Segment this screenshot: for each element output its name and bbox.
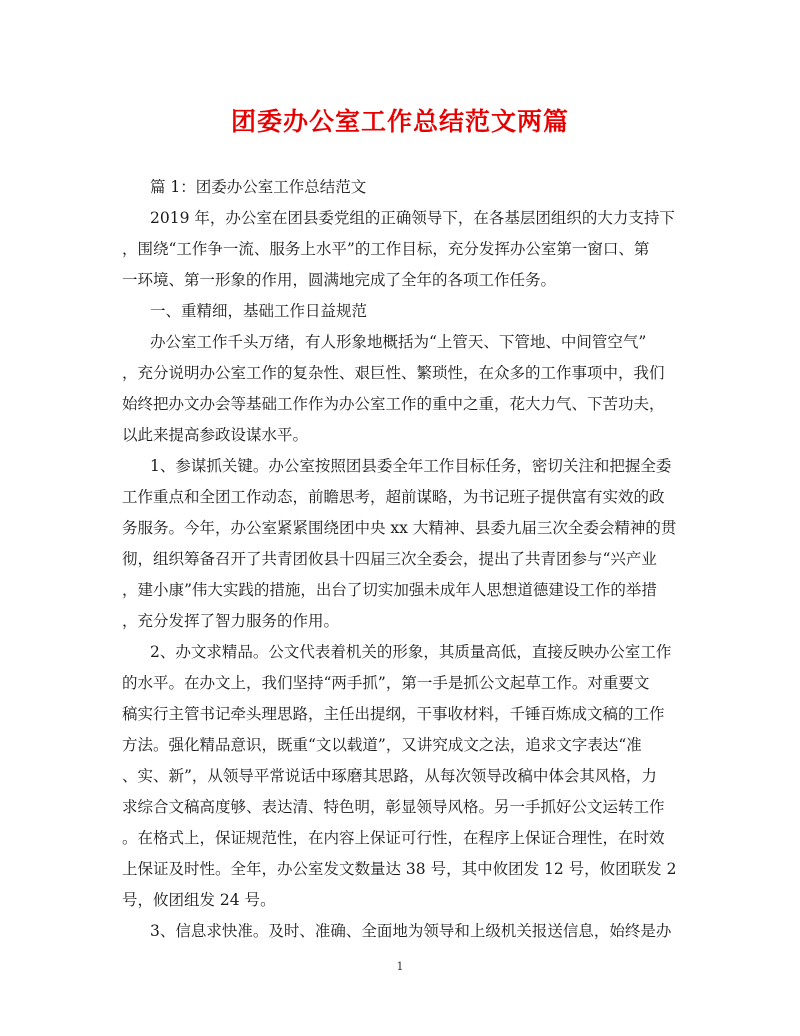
paragraph-line: 稿实行主管书记牵头理思路，主任出提纲，干事收材料，千锤百炼成文稿的工作 bbox=[122, 705, 665, 723]
paragraph-line: 2、办文求精品。公文代表着机关的形象，其质量高低，直接反映办公室工作 bbox=[150, 643, 672, 661]
paragraph-line: 3、信息求快准。及时、准确、全面地为领导和上级机关报送信息，始终是办 bbox=[150, 922, 672, 940]
paragraph-line: ，围绕“工作争一流、服务上水平”的工作目标，充分发挥办公室第一窗口、第 bbox=[122, 240, 650, 258]
paragraph-line: 、实、新”，从领导平常说话中琢磨其思路，从每次领导改稿中体会其风格，力 bbox=[122, 767, 657, 785]
paragraph-line: ，充分说明办公室工作的复杂性、艰巨性、繁琐性，在众多的工作事项中，我们 bbox=[122, 364, 665, 382]
paragraph-line: 。在格式上，保证规范性，在内容上保证可行性，在程序上保证合理性，在时效 bbox=[122, 829, 665, 847]
paragraph-line: 上保证及时性。全年，办公室发文数量达 38 号，其中攸团发 12 号，攸团联发 2 bbox=[122, 860, 677, 878]
subsection-heading: 一、重精细，基础工作日益规范 bbox=[150, 302, 368, 320]
paragraph-line: 工作重点和全团工作动态，前瞻思考，超前谋略，为书记班子提供富有实效的政 bbox=[122, 488, 665, 506]
paragraph-line: 一环境、第一形象的作用，圆满地完成了全年的各项工作任务。 bbox=[122, 271, 557, 289]
paragraph-line: 号，攸团组发 24 号。 bbox=[122, 891, 276, 909]
paragraph-line: 始终把办文办会等基础工作作为办公室工作的重中之重，花大力气、下苦功夫， bbox=[122, 395, 665, 413]
page-number: 1 bbox=[396, 960, 404, 973]
paragraph-line: 方法。强化精品意识，既重“文以载道”，又讲究成文之法，追求文字表达“准 bbox=[122, 736, 642, 754]
paragraph-line: 的水平。在办文上，我们坚持“两手抓”，第一手是抓公文起草工作。对重要文 bbox=[122, 674, 650, 692]
paragraph-line: 以此来提高参政设谋水平。 bbox=[122, 426, 309, 444]
paragraph-line: 2019 年，办公室在团县委党组的正确领导下，在各基层团组织的大力支持下 bbox=[150, 209, 675, 227]
paragraph-line: ，充分发挥了智力服务的作用。 bbox=[122, 612, 340, 630]
document-title: 团委办公室工作总结范文两篇 bbox=[230, 107, 569, 136]
section-heading: 篇 1：团委办公室工作总结范文 bbox=[150, 178, 367, 196]
paragraph-line: 彻，组织筹备召开了共青团攸县十四届三次全委会，提出了共青团参与“兴产业 bbox=[122, 550, 657, 568]
paragraph-line: ，建小康”伟大实践的措施，出台了切实加强未成年人思想道德建设工作的举措 bbox=[122, 581, 657, 599]
paragraph-line: 1、参谋抓关键。办公室按照团县委全年工作目标任务，密切关注和把握全委 bbox=[150, 457, 672, 475]
paragraph-line: 务服务。今年，办公室紧紧围绕团中央 xx 大精神、县委九届三次全委会精神的贯 bbox=[122, 519, 677, 537]
paragraph-line: 办公室工作千头万绪，有人形象地概括为“上管天、下管地、中间管空气” bbox=[150, 333, 647, 351]
paragraph-line: 求综合文稿高度够、表达清、特色明，彰显领导风格。另一手抓好公文运转工作 bbox=[122, 798, 665, 816]
